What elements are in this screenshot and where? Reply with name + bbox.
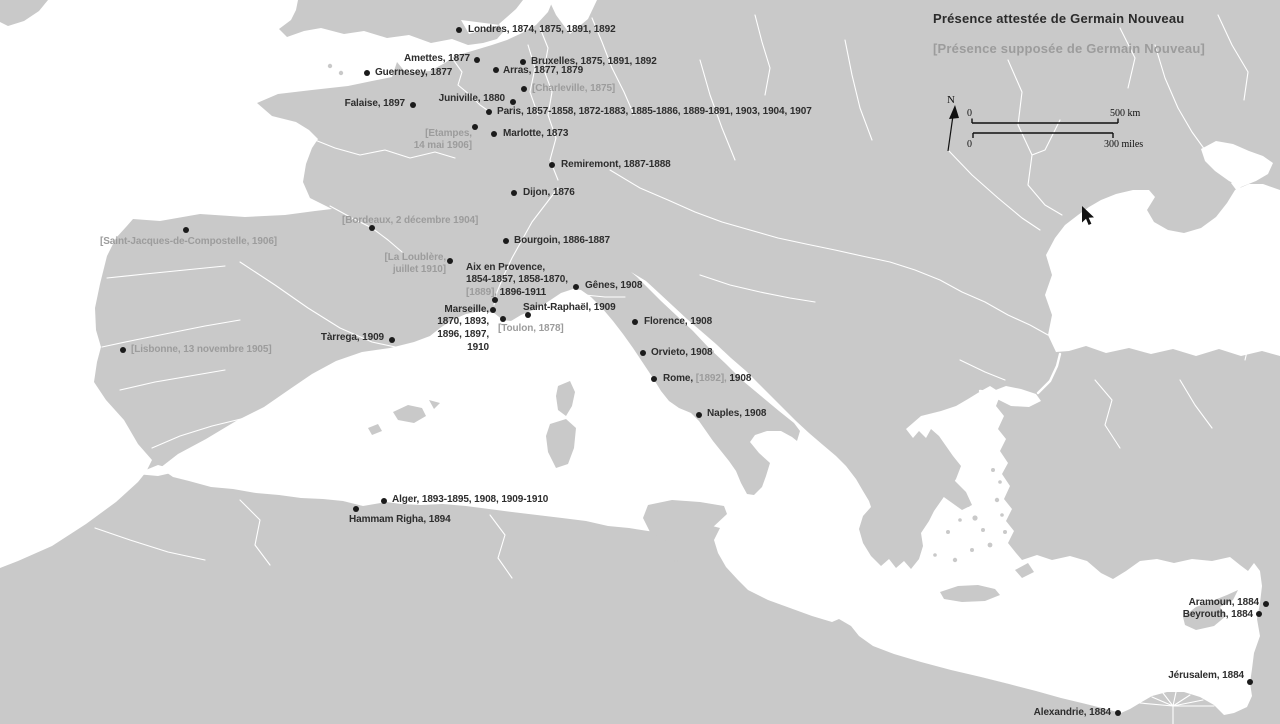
marker-dot-arras: [493, 67, 499, 73]
marker-label-arras: Arras, 1877, 1879: [503, 64, 584, 76]
marker-dot-aramoun: [1263, 601, 1269, 607]
marker-label-marseille: Marseille, 1870, 1893, 1896, 1897, 1910: [437, 303, 489, 353]
marker-dot-alger: [381, 498, 387, 504]
marker-dot-beyrouth: [1256, 611, 1262, 617]
marker-label-saint-jacques: [Saint-Jacques-de-Compostelle, 1906]: [100, 235, 278, 247]
marker-dot-alexandrie: [1115, 710, 1121, 716]
marker-label-paris: Paris, 1857-1858, 1872-1883, 1885-1886, 1889-1891, 1903, 1904, 1907: [497, 105, 812, 117]
marker-label-amettes: Amettes, 1877: [404, 52, 470, 64]
marker-label-aix: Aix en Provence, 1854-1857, 1858-1870, [1889], 1896-1911: [466, 261, 568, 299]
marker-label-beyrouth: Beyrouth, 1884: [1182, 608, 1253, 620]
marker-dot-naples: [696, 412, 702, 418]
marker-dot-marseille: [490, 307, 496, 313]
marker-dot-saint-jacques: [183, 227, 189, 233]
scale-miles-zero: 0: [967, 139, 972, 150]
marker-dot-londres: [456, 27, 462, 33]
scale-miles-max: 300 miles: [1104, 139, 1144, 150]
marker-dot-rome: [651, 376, 657, 382]
marker-dot-jerusalem: [1247, 679, 1253, 685]
marker-dot-orvieto: [640, 350, 646, 356]
marker-label-la-loublere: [La Loublère, juillet 1910]: [384, 251, 446, 276]
marker-dot-la-loublere: [447, 258, 453, 264]
marker-dot-guernesey: [364, 70, 370, 76]
mouse-cursor: [1079, 204, 1095, 231]
marker-label-londres: Londres, 1874, 1875, 1891, 1892: [468, 23, 616, 35]
marker-dot-remiremont: [549, 162, 555, 168]
marker-label-lisbonne: [Lisbonne, 13 novembre 1905]: [131, 343, 272, 355]
marker-label-bordeaux: [Bordeaux, 2 décembre 1904]: [342, 214, 479, 226]
marker-label-rome: Rome, [1892], 1908: [663, 372, 752, 384]
marker-label-alexandrie: Alexandrie, 1884: [1033, 706, 1111, 718]
marker-label-orvieto: Orvieto, 1908: [651, 346, 713, 358]
legend-attested: Présence attestée de Germain Nouveau: [933, 11, 1185, 26]
scale-km-max: 500 km: [1110, 108, 1141, 119]
marker-dot-falaise: [410, 102, 416, 108]
island-malta: [668, 555, 672, 559]
marker-label-hammam-righa: Hammam Righa, 1894: [349, 513, 451, 525]
marker-dot-charleville: [521, 86, 527, 92]
marker-label-toulon: [Toulon, 1878]: [498, 322, 564, 334]
marker-label-remiremont: Remiremont, 1887-1888: [561, 158, 671, 170]
scale-km-zero: 0: [967, 108, 972, 119]
marker-label-florence: Florence, 1908: [644, 315, 713, 327]
island-channel-1: [328, 64, 332, 68]
marker-label-juniville: Juniville, 1880: [438, 92, 505, 104]
marker-dot-etampes: [472, 124, 478, 130]
marker-dot-juniville: [510, 99, 516, 105]
marker-label-bourgoin: Bourgoin, 1886-1887: [514, 234, 610, 246]
marker-dot-toulon: [500, 316, 506, 322]
marker-label-aramoun: Aramoun, 1884: [1188, 596, 1259, 608]
marker-label-genes: Gênes, 1908: [585, 279, 643, 291]
marker-dot-genes: [573, 284, 579, 290]
marker-dot-lisbonne: [120, 347, 126, 353]
marker-label-tarrega: Tàrrega, 1909: [320, 331, 384, 343]
marker-label-dijon: Dijon, 1876: [523, 186, 575, 198]
marker-label-saint-raphael: Saint-Raphaël, 1909: [523, 301, 616, 313]
marker-label-charleville: [Charleville, 1875]: [532, 82, 616, 94]
marker-dot-marlotte: [491, 131, 497, 137]
marker-dot-hammam-righa: [353, 506, 359, 512]
marker-label-alger: Alger, 1893-1895, 1908, 1909-1910: [392, 493, 549, 505]
marker-label-jerusalem: Jérusalem, 1884: [1168, 669, 1244, 681]
marker-label-etampes: [Etampes, 14 mai 1906]: [413, 127, 472, 152]
marker-dot-bourgoin: [503, 238, 509, 244]
marker-dot-dijon: [511, 190, 517, 196]
marker-dot-amettes: [474, 57, 480, 63]
marker-label-falaise: Falaise, 1897: [344, 97, 405, 109]
marker-label-naples: Naples, 1908: [707, 407, 767, 419]
island-channel-2: [339, 71, 343, 75]
legend-supposed: [Présence supposée de Germain Nouveau]: [933, 41, 1206, 56]
marker-dot-paris: [486, 109, 492, 115]
marker-label-guernesey: Guernesey, 1877: [375, 66, 453, 78]
marker-dot-tarrega: [389, 337, 395, 343]
north-label: N: [947, 94, 955, 106]
marker-dot-florence: [632, 319, 638, 325]
island-gozo: [674, 559, 677, 562]
marker-label-bruxelles: Bruxelles, 1875, 1891, 1892: [531, 55, 657, 67]
marker-label-marlotte: Marlotte, 1873: [503, 127, 569, 139]
